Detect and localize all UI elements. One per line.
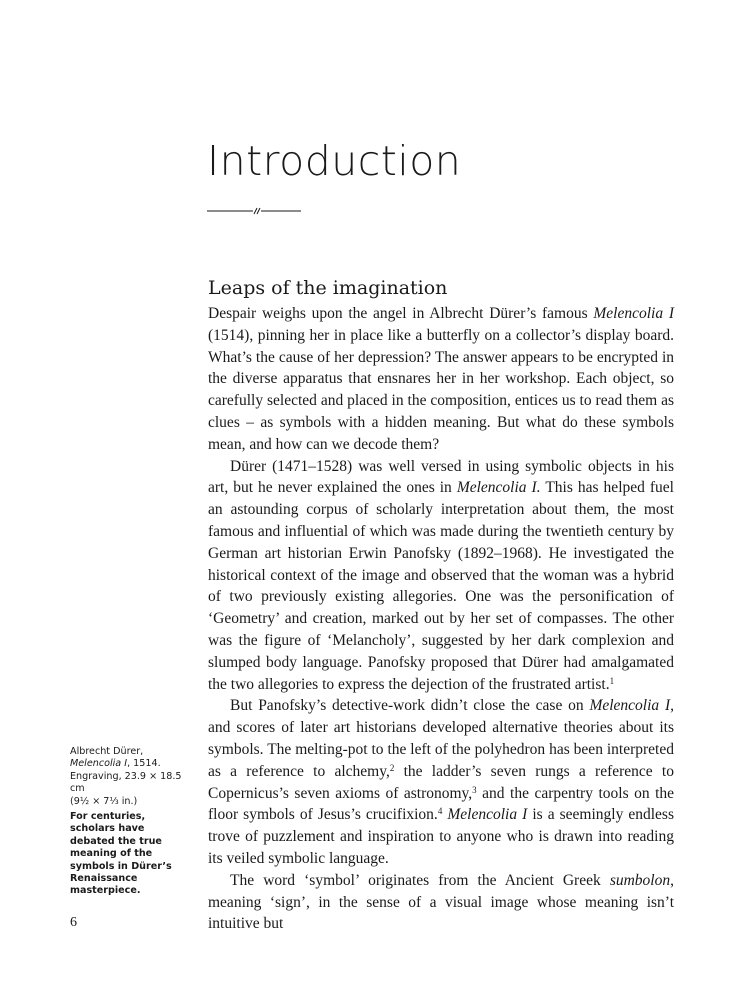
footnote-ref: 4 xyxy=(437,806,443,817)
paragraph-3 xyxy=(208,695,674,869)
text-run: This has helped fuel an astounding corpus of scholarly interpretation about them, the most famous and influential of which was made during the twentieth century by German art historian Erwin Panofsky (1892–1968). He investigated the historical context of the image and observed that the woman was a hybrid of two previously existing allegories. One was the personification of ‘Geometry’ and creation, marked out by her set of compasses. The other was the figure of ‘Melancholy’, suggested by her dark complexion and slumped body language. Panofsky proposed that Dürer had amalgamated the two allegories to express the dejection of the frustrated artist. xyxy=(208,479,674,693)
paragraph-1 xyxy=(208,303,674,456)
caption-title-line xyxy=(70,758,190,770)
title-ornament-divider xyxy=(207,205,301,217)
caption-medium: Engraving, 23.9 × 18.5 cm xyxy=(70,770,182,795)
text-run: Despair weighs upon the angel in Albrecht Dürer’s famous xyxy=(208,305,594,322)
text-run: But Panofsky’s detective-work didn’t close the case on xyxy=(230,697,590,715)
text-run: The word ‘symbol’ originates from the Ancient Greek xyxy=(230,871,610,889)
paragraph-4 xyxy=(208,870,674,935)
text-run: , meaning ‘sign’, in the sense of a visual image whose meaning isn’t intuitive but xyxy=(208,871,674,933)
body-text xyxy=(208,303,674,935)
caption-dimensions: (9½ × 7⅓ in.) xyxy=(70,795,138,807)
caption-artist: Albrecht Dürer, xyxy=(70,746,144,757)
footnote-ref: 3 xyxy=(472,784,477,795)
artwork-title: Melencolia I xyxy=(447,806,528,824)
greek-term: sumbolon xyxy=(609,871,671,889)
text-run: and the carpentry tools on the floor symbols of Jesus’s crucifixion. xyxy=(208,784,675,824)
text-run: is a seemingly endless trove of puzzlement and inspiration to anyone who is drawn into reading its veiled symbolic language. xyxy=(208,806,674,867)
text-run: the ladder’s seven rungs a reference to Copernicus’s seven axioms of astronomy, xyxy=(208,762,674,802)
image-caption xyxy=(70,746,190,898)
text-run: (1514), pinning her in place like a butterfly on a collector’s display board. What’s the cause of her depression? The answer appears to be encrypted in the diverse apparatus that ensnares her in her workshop. Each object, so carefully selected and placed in the composition, entices us to read them as clues – as symbols with a hidden meaning. But what do these symbols mean, and how can we decode them? xyxy=(208,326,674,453)
chapter-title: Introduction xyxy=(207,137,462,185)
artwork-title: Melencolia I xyxy=(593,305,674,322)
caption-date: , 1514. xyxy=(127,758,161,770)
footnote-ref: 1 xyxy=(609,675,615,686)
text-run: and scores of later art historians developed alternative theories about its symbols. The melting-pot to the left of the polyhedron has been interpreted as a reference to alchemy, xyxy=(208,719,674,780)
footnote-ref: 2 xyxy=(389,762,395,773)
caption-artwork-title: Melencolia I xyxy=(70,758,128,770)
paragraph-2 xyxy=(208,456,674,696)
artwork-title: Melencolia I, xyxy=(589,697,674,715)
page-number: 6 xyxy=(70,915,77,930)
artwork-title: Melencolia I. xyxy=(456,479,541,497)
text-run: Dürer (1471–1528) was well versed in using symbolic objects in his art, but he never explained the ones in xyxy=(208,457,674,497)
caption-description: For centuries, scholars have debated the true meaning of the symbols in Dürer’s Renaissance masterpiece. xyxy=(70,811,172,897)
section-heading: Leaps of the imagination xyxy=(208,277,448,299)
